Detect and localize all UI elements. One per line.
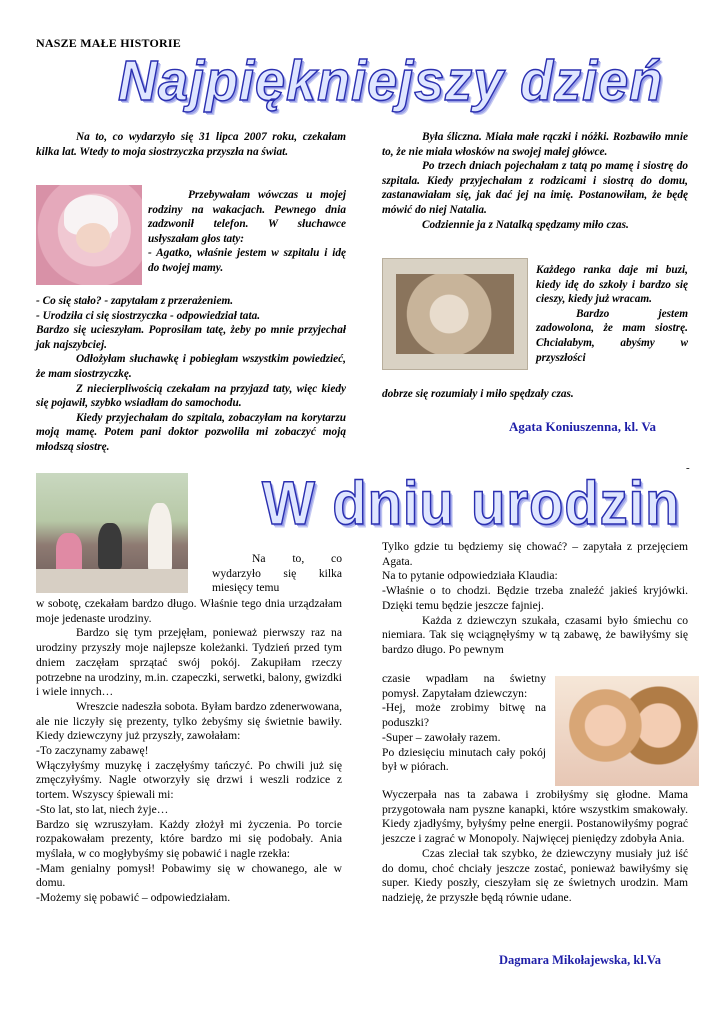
story1-text-block — [148, 188, 346, 276]
story1-paragraph: - Agatko, właśnie jestem w szpitalu i idę do twojej mamy. — [148, 247, 346, 274]
story2-paragraph: Każda z dziewczyn szukała, czasami było śmiechu co niemiara. Tak się wciągnęłyśmy w tą zabawę, że bawiłyśmy się bardzo długo. Po pewnym — [382, 613, 688, 656]
story2-paragraph: -Mam genialny pomysł! Pobawimy się w chowanego, ale w domu. — [36, 861, 342, 890]
story2-paragraph: -Właśnie o to chodzi. Będzie trzeba znaleźć jakieś kryjówki. Dzięki temu będzie jeszcze fajniej. — [382, 584, 688, 612]
story1-paragraph: - Co się stało? - zapytałam z przerażeniem. — [36, 295, 234, 307]
story2-paragraph: Na to pytanie odpowiedziała Klaudia: — [382, 569, 558, 583]
story1-paragraph: Przebywałam wówczas u mojej rodziny na wakacjach. Pewnego dnia zadzwonił telefon. W słuchawce usłyszałam głos taty: — [148, 189, 346, 245]
story2-paragraph: Na to, co wydarzyło się kilka miesięcy temu — [212, 552, 342, 595]
story2-paragraph: -Możemy się pobawić – odpowiedziałam. — [36, 891, 231, 905]
story2-text-block — [382, 788, 688, 906]
story1-text-block — [36, 294, 346, 455]
party-photo — [36, 473, 188, 593]
story1-paragraph: Po trzech dniach pojechałam z tatą po mamę i siostrę do szpitala. Kiedy przyjechałam z rodzicami i siostrą do domu, zastanawiałam się, jak dać jej na imię. Postanowiłam, że będę mówić do niej Natalia. — [382, 160, 688, 216]
story1-paragraph: Codziennie ja z Natalką spędzamy miło czas. — [422, 218, 629, 231]
story1-paragraph: Bardzo jestem zadowolona, że mam siostrę. Chciałabym, abyśmy w przyszłości — [536, 307, 688, 364]
story2-text-block — [36, 597, 342, 906]
story2-paragraph: -To zaczynamy zabawę! — [36, 744, 149, 758]
story1-paragraph: Kiedy przyjechałam do szpitala, zobaczyłam na korytarzu moją mamę. Potem pani doktor pozwoliła mi zobaczyć moją młodszą siostrę. — [36, 411, 346, 453]
story1-author: Agata Koniuszenna, kl. Va — [509, 419, 657, 434]
story1-paragraph: - Urodziła ci się siostrzyczka - odpowiedział tata. — [36, 309, 261, 322]
story2-paragraph: Po dziesięciu minutach cały pokój był w piórach. — [382, 745, 546, 774]
story1-paragraph: Każdego ranka daje mi buzi, kiedy idę do szkoły i bardzo się cieszy, kiedy już wracam. — [536, 264, 688, 306]
story2-paragraph: Bardzo się tym przejęłam, ponieważ pierwszy raz na urodziny przyszły moje najlepsze koleżanki. Tydzień przed tym dniem zaczęłam sprzątać swój pokój. Zakupiłam rzeczy potrzebne na urodziny, m.in. czapeczki, serwetki, balony, gwizdki i wiele innych… — [36, 626, 342, 699]
story1-paragraph: Na to, co wydarzyło się 31 lipca 2007 roku, czekałam kilka lat. Wtedy to moja siostrzyczka przyszła na świat. — [36, 131, 346, 158]
story2-paragraph: -Sto lat, sto lat, niech żyje… — [36, 802, 169, 816]
story1-paragraph: dobrze się rozumiały i miło spędzały czas. — [382, 388, 574, 400]
story2-paragraph: w sobotę, czekałam bardzo długo. Właśnie tego dnia urządzałam moje jedenaste urodziny. — [36, 597, 342, 625]
girls-photo — [555, 676, 699, 786]
story1-paragraph: Odłożyłam słuchawkę i pobiegłam wszystkim powiedzieć, że mam siostrzyczkę. — [36, 353, 346, 380]
story2-paragraph: Bardzo się wzruszyłam. Każdy złożył mi życzenia. Po torcie rozpakowałam prezenty, które bardzo mi się podobały. Ania myślała, w co mogłybyśmy się pobawić i nagle rzekła: — [36, 817, 342, 860]
story2-author: Dagmara Mikołajewska, kl.Va — [499, 953, 662, 967]
story2-paragraph: -Hej, może zrobimy bitwę na poduszki? — [382, 701, 546, 730]
story2-paragraph: Tylko gdzie tu będziemy się chować? – zapytała z przejęciem Agata. — [382, 540, 688, 568]
story2-paragraph: Wreszcie nadeszła sobota. Byłam bardzo zdenerwowana, ale nie liczyły się prezenty, tylko żebyśmy się świetnie bawiły. Kiedy dziewczyny już przyszły, zawołałam: — [36, 699, 342, 743]
story1-title: Najpiękniejszy dzień — [118, 49, 664, 113]
story1-paragraph: Była śliczna. Miała małe rączki i nóżki. Rozbawiło mnie to, że nie miała włosków na swojej małej główce. — [382, 131, 688, 158]
story2-paragraph: -Super – zawołały razem. — [382, 730, 501, 744]
story1-paragraph: Z niecierpliwością czekałam na przyjazd taty, więc kiedy się pojawił, szybko wsiadłam do samochodu. — [36, 382, 346, 410]
separator-dash: - — [686, 462, 690, 474]
story2-text-block — [382, 672, 546, 775]
page-header: NASZE MAŁE HISTORIE — [36, 36, 181, 50]
story2-paragraph: Czas zleciał tak szybko, że dziewczyny musiały już iść do domu, choć chciały jeszcze zostać, ponieważ bawiłyśmy się super. Kiedy poszły, cieszyłam się ze świetnych urodzin. Mam nadzieję, że przyszłe będą równie udane. — [382, 846, 688, 904]
story2-text-block — [382, 540, 688, 658]
story1-paragraph: Bardzo się ucieszyłam. Poprosiłam tatę, żeby po mnie przyjechał jak najszybciej. — [36, 324, 346, 351]
story1-text-block — [382, 130, 688, 232]
baby-photo — [36, 185, 142, 285]
story1-text-block — [536, 263, 688, 365]
newborn-photo — [382, 258, 528, 370]
story2-paragraph: czasie wpadłam na świetny pomysł. Zapytałam dziewczyn: — [382, 672, 546, 700]
story2-paragraph: Włączyłyśmy muzykę i zaczęłyśmy tańczyć. Po chwili już się zmęczyłyśmy. Nagle otworzyły się drzwi i weszli rodzice z tortem. Wszyscy śpiewali mi: — [36, 758, 342, 802]
story2-title: W dniu urodzin — [262, 467, 681, 538]
story2-paragraph: Wyczerpała nas ta zabawa i zrobiłyśmy się głodne. Mama przygotowała nam pyszne kanapki, które wszystkim smakowały. Kiedy zjadłyśmy, byłyśmy pełne energii. Postanowiłyśmy pograć jeszcze i zagrać w Monopoly. Najwięcej pieniędzy zdobyła Ania. — [382, 788, 688, 846]
